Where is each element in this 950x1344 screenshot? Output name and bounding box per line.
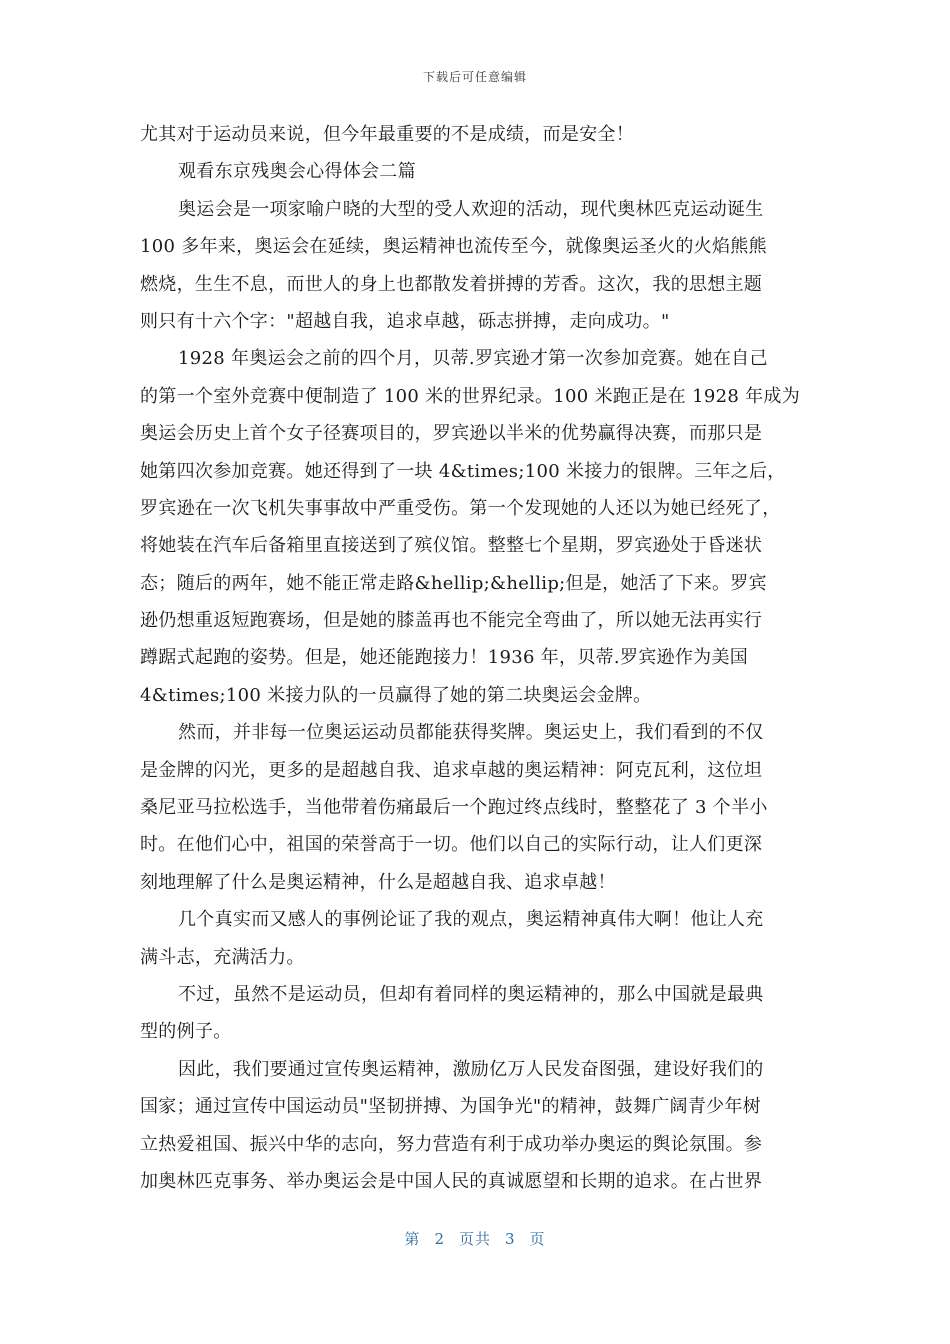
text-line: 的第一个室外竞赛中便制造了 100 米的世界纪录。100 米跑正是在 1928 年成为 bbox=[140, 385, 801, 407]
text-line: 1928 年奥运会之前的四个月，贝蒂.罗宾逊才第一次参加竞赛。她在自己 bbox=[178, 348, 768, 370]
text-line: 燃烧，生生不息，而世人的身上也都散发着拼搏的芳香。这次，我的思想主题 bbox=[140, 273, 763, 295]
text-line: 4&times;100 米接力队的一员赢得了她的第二块奥运会金牌。 bbox=[140, 684, 652, 706]
text-line: 态；随后的两年，她不能正常走路&hellip;&hellip;但是，她活了下来。罗宾 bbox=[140, 572, 767, 594]
footer-current-page: 2 bbox=[434, 1230, 445, 1248]
text-line: 是金牌的闪光，更多的是超越自我、追求卓越的奥运精神：阿克瓦利，这位坦 bbox=[140, 759, 763, 781]
page-footer bbox=[0, 1228, 950, 1249]
text-line: 立热爱祖国、振兴中华的志向，努力营造有利于成功举办奥运的舆论氛围。参 bbox=[140, 1133, 763, 1155]
text-line: 100 多年来，奥运会在延续，奥运精神也流传至今，就像奥运圣火的火焰熊熊 bbox=[140, 236, 767, 258]
text-line: 尤其对于运动员来说，但今年最重要的不是成绩，而是安全！ bbox=[140, 124, 635, 145]
text-line: 奥运会历史上首个女子径赛项目的，罗宾逊以半米的优势赢得决赛，而那只是 bbox=[140, 423, 763, 445]
text-line: 几个真实而又感人的事例论证了我的观点，奥运精神真伟大啊！他让人充 bbox=[178, 909, 764, 931]
footer-total-pages: 3 bbox=[505, 1230, 516, 1248]
text-line: 加奥林匹克事务、举办奥运会是中国人民的真诚愿望和长期的追求。在占世界 bbox=[140, 1170, 763, 1192]
text-line: 将她装在汽车后备箱里直接送到了殡仪馆。整整七个星期，罗宾逊处于昏迷状 bbox=[140, 535, 763, 557]
text-line: 逊仍想重返短跑赛场，但是她的膝盖再也不能完全弯曲了，所以她无法再实行 bbox=[140, 610, 763, 632]
text-line: 蹲踞式起跑的姿势。但是，她还能跑接力！1936 年，贝蒂.罗宾逊作为美国 bbox=[140, 647, 749, 669]
text-line: 奥运会是一项家喻户晓的大型的受人欢迎的活动，现代奥林匹克运动诞生 bbox=[178, 198, 764, 220]
text-line: 因此，我们要通过宣传奥运精神，激励亿万人民发奋图强，建设好我们的 bbox=[178, 1058, 764, 1080]
text-line: 然而，并非每一位奥运运动员都能获得奖牌。奥运史上，我们看到的不仅 bbox=[178, 722, 764, 744]
footer-ye-gong: 页共 bbox=[458, 1230, 491, 1248]
body-text bbox=[140, 116, 800, 1200]
text-line: 则只有十六个字："超越自我，追求卓越，砾志拼搏，走向成功。" bbox=[140, 310, 670, 332]
footer-ye: 页 bbox=[529, 1230, 546, 1248]
page-header: 下载后可任意编辑 bbox=[422, 70, 527, 84]
text-line: 观看东京残奥会心得体会二篇 bbox=[178, 161, 416, 183]
text-line: 她第四次参加竞赛。她还得到了一块 4&times;100 米接力的银牌。三年之后， bbox=[140, 460, 786, 482]
text-line: 桑尼亚马拉松选手，当他带着伤痛最后一个跑过终点线时，整整花了 3 个半小 bbox=[140, 797, 768, 819]
text-line: 刻地理解了什么是奥运精神，什么是超越自我、追求卓越！ bbox=[140, 871, 616, 893]
text-line: 罗宾逊在一次飞机失事事故中严重受伤。第一个发现她的人还以为她已经死了， bbox=[140, 497, 781, 519]
footer-di: 第 bbox=[404, 1230, 421, 1248]
text-line: 型的例子。 bbox=[140, 1021, 232, 1043]
text-line: 满斗志，充满活力。 bbox=[140, 946, 305, 968]
text-line: 不过，虽然不是运动员，但却有着同样的奥运精神的，那么中国就是最典 bbox=[178, 983, 764, 1005]
text-line: 时。在他们心中，祖国的荣誉高于一切。他们以自己的实际行动，让人们更深 bbox=[140, 834, 763, 856]
text-line: 国家；通过宣传中国运动员"坚韧拼搏、为国争光"的精神，鼓舞广阔青少年树 bbox=[140, 1096, 762, 1118]
